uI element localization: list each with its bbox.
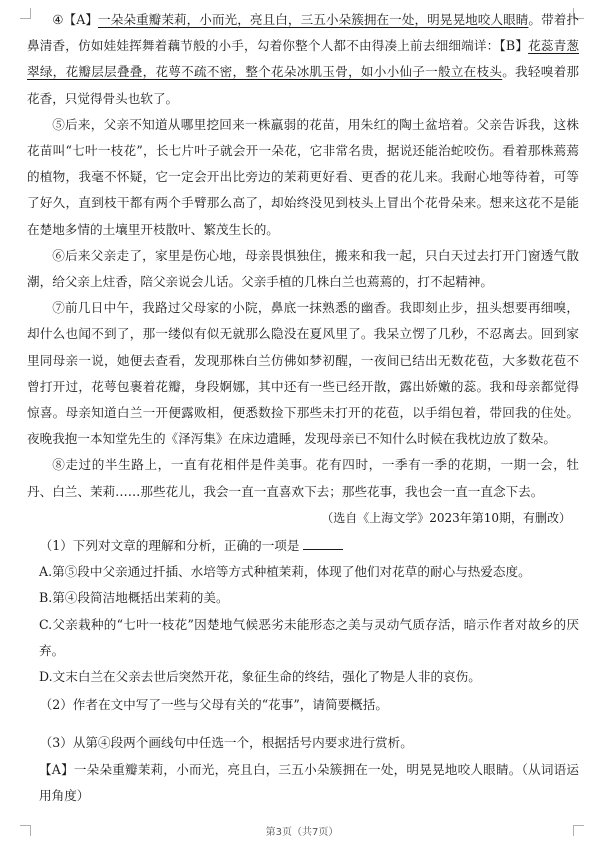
reading-passage [27, 7, 579, 809]
paragraph-5: ⑤后来，父亲不知道从哪里挖回来一株羸弱的花苗，用朱红的陶土盆培着。父亲告诉我，这株花苗叫“七叶一枝花”，长七片叶子就会开一朵花，它非常名贵，据说还能治蛇咬伤。看着那株蔫蔫的植物，我毫不怀疑，它一定会开出比旁边的茉莉更好看、更香的花儿来。我耐心地等待着，可等了好久，直到枝干都有两个手臂那么高了，却始终没见到枝头上冒出个花骨朵来。想来这花不是能在楚地多情的土壤里开枝散叶、繁茂生长的。 [27, 116, 579, 237]
option-a: A.第⑤段中父亲通过扦插、水培等方式种植茉莉，体现了他们对花草的耐心与热爱态度。 [39, 564, 531, 580]
question-2: （2）作者在文中写了一些与父母有关的“花事”，请简要概括。 [39, 697, 388, 713]
marker-b: 【B】 [499, 38, 529, 54]
option-b: B.第④段简洁地概括出茉莉的美。 [39, 590, 229, 606]
paragraph-number: ④ [52, 12, 64, 27]
question-1 [27, 533, 579, 559]
option-c: C.父亲栽种的“七叶一枝花”因楚地气候恶劣未能形态之美与灵动气质存活，暗示作者对故乡的厌弃。 [39, 616, 579, 658]
question-3: （3）从第④段两个画线句中任选一个，根据括号内要求进行赏析。 [39, 735, 413, 751]
paragraph-4-tail: 。我轻嗅着那花香，只觉得骨头也软了。 [27, 64, 580, 106]
paragraph-4-text: 。带着扑鼻清香，仿如娃娃挥舞着藕节般的小手，勾着你整个人都不由得凑上前去细细端详： [27, 12, 579, 54]
paragraph-7: ⑦前几日中午，我路过父母家的小院，鼻底一抹熟悉的幽香。我即刻止步，扭头想要再细嗅，却什么也闻不到了，那一缕似有似无就那么隐没在夏风里了。我呆立愣了几秒，不忍离去。回到家里同母亲一说，她便去查看，发现那株白兰仿佛如梦初醒，一夜间已结出无数花苞，大多数花苞不曾打开过，花萼包裹着花瓣，身段婀娜，其中还有一些已经开散，露出娇嫩的蕊。我和母亲都觉得惊喜。母亲知道白兰一开便露败相，便悉数捡下那些未打开的花苞，以手绢包着，带回我的住处。夜晚我抱一本知堂先生的《泽泻集》在床边遣睡，发现母亲已不知什么时候在我枕边放了数朵。 [27, 300, 579, 447]
answer-space [27, 718, 579, 728]
paragraph-8: ⑧走过的半生路上，一直有花相伴是件美事。花有四时，一季有一季的花期，一期一会，牡丹、白兰、茉莉……那些花儿，我会一直一直喜欢下去；那些花事，我也会一直一直念下去。 [27, 457, 579, 499]
option-d: D.文末白兰在父亲去世后突然开花，象征生命的终结，强化了物是人非的哀伤。 [39, 669, 481, 685]
underlined-sentence-a: 一朵朵重瓣茉莉，小而光，亮且白，三五小朵簇拥在一处，明晃晃地咬人眼睛 [98, 12, 529, 27]
marker-a: 【A】 [63, 12, 99, 27]
answer-blank[interactable] [303, 535, 343, 550]
source-citation: （选自《上海文学》2023年第10期，有删改） [321, 510, 571, 525]
question-3-sub-a: 【A】一朵朵重瓣茉莉，小而光，亮且白，三五小朵簇拥在一处，明晃晃地咬人眼睛。（从词语运用角度） [39, 761, 579, 803]
question-1-stem: （1）下列对文章的理解和分析，正确的一项是 [39, 538, 300, 554]
underlined-sentence-b: 花蕊青葱翠绿，花瓣层层叠叠，花萼不疏不密，整个花朵冰肌玉骨，如小小仙子一般立在枝头 [27, 38, 579, 80]
page-footer: 第3页（共7页） [265, 827, 339, 838]
paragraph-4 [27, 7, 579, 112]
paragraph-6: ⑥后来父亲走了，家里是伤心地，母亲畏惧独住，搬来和我一起，只白天过去打开门窗透气散潮，给父亲上炷香，陪父亲说会儿话。父亲手植的几株白兰也蔫蔫的，打不起精神。 [27, 247, 579, 290]
